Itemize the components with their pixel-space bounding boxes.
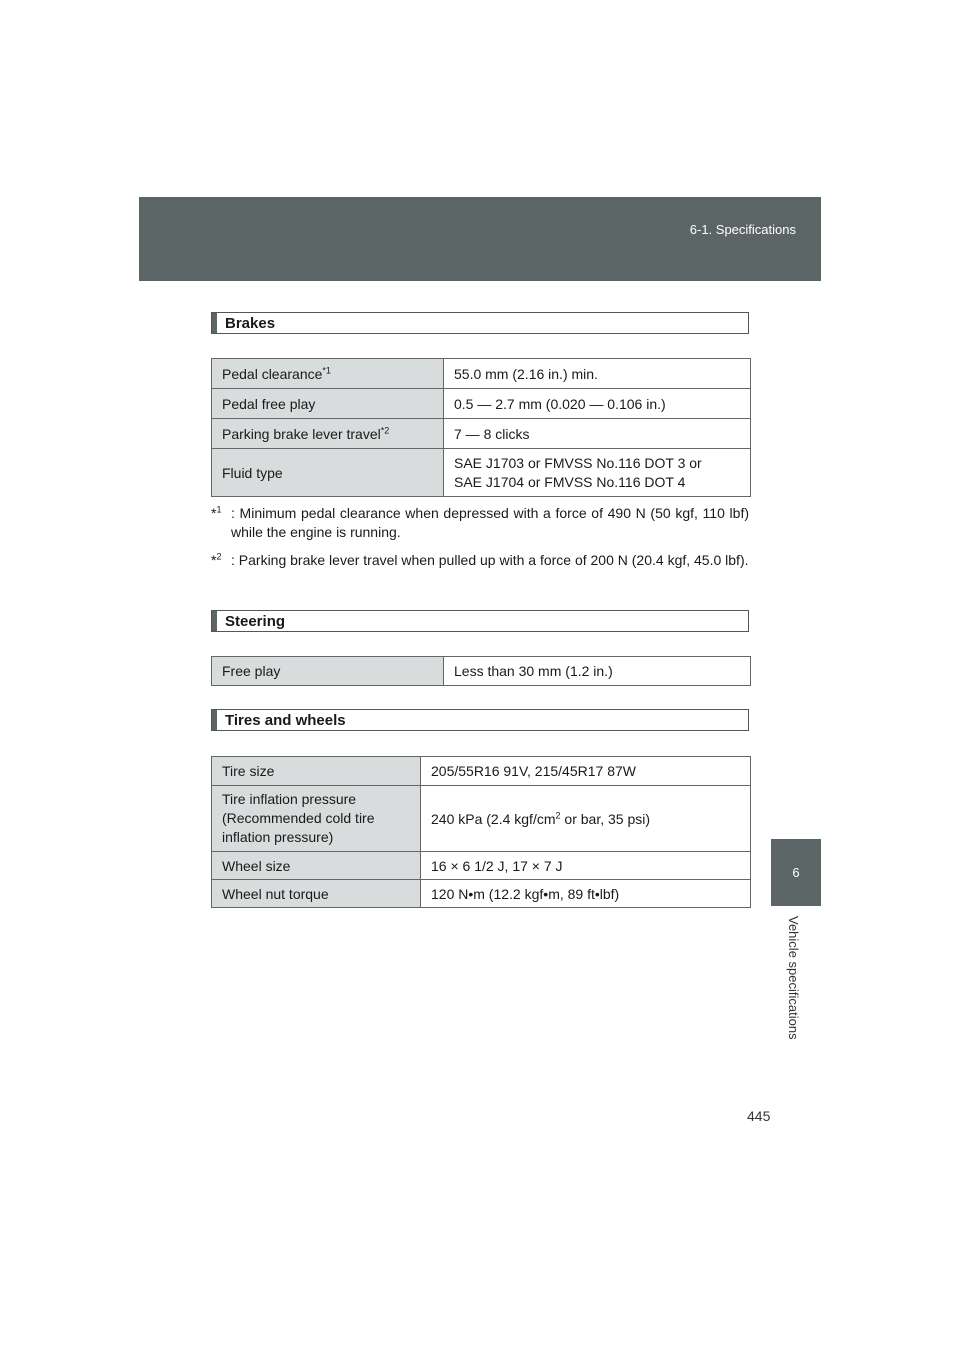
row-key: Free play	[212, 657, 444, 686]
section-header-tires	[211, 709, 749, 731]
row-key: Wheel nut torque	[212, 880, 421, 908]
table-row	[212, 852, 751, 880]
footnote-text: : Parking brake lever travel when pulled up with a force of 200 N (20.4 kgf, 45.0 lbf).	[231, 552, 749, 568]
row-value: 0.5 — 2.7 mm (0.020 — 0.106 in.)	[444, 389, 751, 419]
row-key: Wheel size	[212, 852, 421, 880]
row-value: 16 × 6 1/2 J, 17 × 7 J	[421, 852, 751, 880]
section-title: Brakes	[225, 315, 276, 332]
section-header-steering	[211, 610, 749, 632]
section-title: Steering	[225, 613, 286, 630]
row-key	[212, 359, 444, 389]
brakes-table	[211, 358, 751, 497]
key-line: Tire inflation pressure	[222, 791, 357, 807]
chapter-tab-number[interactable]: 6	[771, 839, 821, 906]
row-value: 205/55R16 91V, 215/45R17 87W	[421, 757, 751, 786]
value-text: or bar, 35 psi)	[560, 810, 651, 827]
superscript: 2	[555, 809, 561, 820]
row-value: Less than 30 mm (1.2 in.)	[444, 657, 751, 686]
row-value: 55.0 mm (2.16 in.) min.	[444, 359, 751, 389]
footnote-mark: *$^2$	[211, 551, 222, 568]
table-row	[212, 757, 751, 786]
row-key: Fluid type	[212, 449, 444, 497]
table-row	[212, 419, 751, 449]
section-accent	[212, 710, 217, 730]
tires-table	[211, 756, 751, 908]
key-text: Pedal clearance	[222, 365, 323, 382]
section-accent	[212, 313, 217, 333]
table-row	[212, 786, 751, 852]
key-line: (Recommended cold tire	[222, 810, 375, 826]
row-value: 7 — 8 clicks	[444, 419, 751, 449]
row-key: Tire size	[212, 757, 421, 786]
table-row	[212, 359, 751, 389]
key-line: inflation pressure)	[222, 829, 334, 845]
chapter-tab-label: Vehicle specifications	[786, 916, 801, 1040]
footnote-2	[211, 551, 749, 570]
section-accent	[212, 611, 217, 631]
row-value: 120 N•m (12.2 kgf•m, 89 ft•lbf)	[421, 880, 751, 908]
row-value	[444, 449, 751, 497]
table-row	[212, 880, 751, 908]
value-text: 240 kPa (2.4 kgf/cm	[431, 810, 556, 827]
steering-table	[211, 656, 751, 686]
footnote-ref: *1	[322, 364, 331, 375]
page-number: 445	[747, 1108, 771, 1124]
footnote-1	[211, 504, 749, 542]
key-text: Parking brake lever travel	[222, 425, 381, 442]
chapter-header	[139, 197, 821, 281]
row-value	[421, 786, 751, 852]
row-key	[212, 786, 421, 852]
table-row	[212, 449, 751, 497]
row-key: Pedal free play	[212, 389, 444, 419]
row-key	[212, 419, 444, 449]
table-row	[212, 389, 751, 419]
value-line: SAE J1704 or FMVSS No.116 DOT 4	[454, 473, 686, 490]
header-section-title: 6-1. Specifications	[689, 222, 796, 237]
footnote-mark: *$^1$	[211, 504, 222, 521]
value-line: SAE J1703 or FMVSS No.116 DOT 3 or	[454, 454, 702, 471]
section-title: Tires and wheels	[225, 712, 346, 729]
footnote-ref: *2	[380, 424, 390, 435]
footnote-text: : Minimum pedal clearance when depressed with a force of 490 N (50 kgf, 110 lbf) while the engine is running.	[231, 505, 749, 540]
table-row	[212, 657, 751, 686]
section-header-brakes	[211, 312, 749, 334]
